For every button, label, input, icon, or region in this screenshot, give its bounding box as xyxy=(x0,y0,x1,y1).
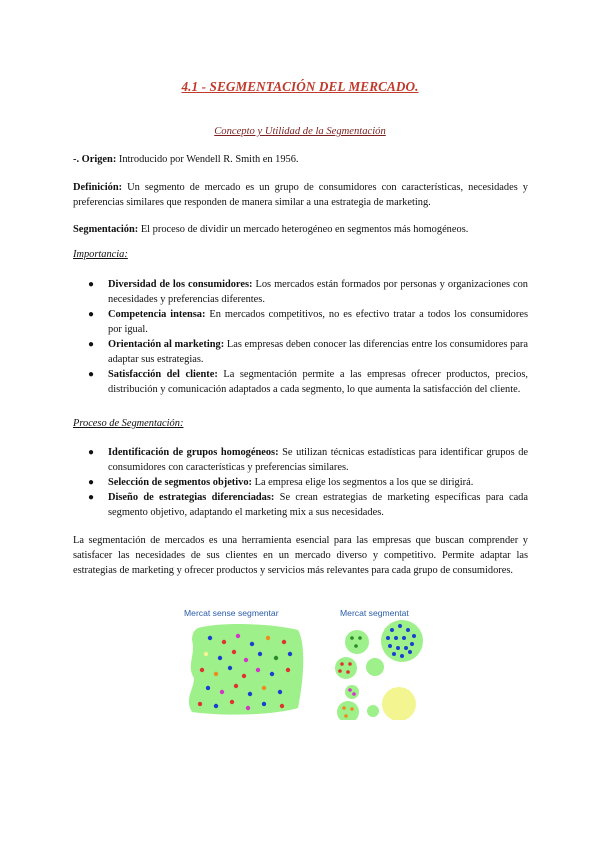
item-text: Se utilizan técnicas estadísticas para identificar grupos de consumidores con características y preferencias similares. xyxy=(108,447,529,473)
item-text: Las empresas deben conocer las diferencias entre los consumidores para adaptar sus estrategias. xyxy=(108,339,528,365)
item-label: Diversidad de los consumidores: xyxy=(108,279,253,290)
item-label: Satisfacción del cliente: xyxy=(108,369,218,380)
segmentacion-text: El proceso de dividir un mercado heterogéneo en segmentos más homogéneos. xyxy=(138,224,469,235)
bullet-icon: ● xyxy=(88,309,95,320)
proceso-list xyxy=(88,445,528,520)
bullet-icon: ● xyxy=(88,369,95,380)
bullet-icon: ● xyxy=(88,492,95,503)
item-label: Orientación al marketing: xyxy=(108,339,225,350)
item-text: En mercados competitivos, no es efectivo tratar a todos los consumidores por igual. xyxy=(108,309,528,335)
segmentation-illustration xyxy=(180,608,425,720)
segment-yellow xyxy=(382,687,416,720)
item-text: Los mercados están formados por personas y organizaciones con necesidades y preferencias diferentes. xyxy=(108,279,528,305)
definicion-text: Un segmento de mercado es un grupo de consumidores con características, necesidades y preferencias similares que responden de manera similar a una estrategia de marketing. xyxy=(73,182,528,208)
page-title: 4.1 - SEGMENTACIÓN DEL MERCADO. xyxy=(181,79,419,94)
list-item xyxy=(88,337,528,367)
origen-text: Introducido por Wendell R. Smith en 1956. xyxy=(116,154,299,165)
item-text: Se crean estrategias de marketing específicas para cada segmento objetivo, adaptando el marketing mix a sus necesidades. xyxy=(108,492,528,518)
importancia-list xyxy=(88,277,528,397)
segment-green-top xyxy=(345,630,369,654)
item-label: Diseño de estrategias diferenciadas: xyxy=(108,492,275,503)
bullet-icon: ● xyxy=(88,477,95,488)
segment-blue xyxy=(381,620,423,662)
section-subtitle: Concepto y Utilidad de la Segmentación xyxy=(214,126,386,137)
item-label: Identificación de grupos homogéneos: xyxy=(108,447,279,458)
segment-red xyxy=(335,657,357,679)
segmentacion-paragraph xyxy=(73,222,528,237)
segmented-label: Mercat segmentat xyxy=(340,608,409,618)
importancia-heading: Importancia: xyxy=(73,249,128,260)
definicion-label: Definición: xyxy=(73,182,123,193)
bullet-icon: ● xyxy=(88,339,95,350)
list-item xyxy=(88,490,528,520)
segment-small xyxy=(367,705,379,717)
item-label: Competencia intensa: xyxy=(108,309,206,320)
segment-green-mid xyxy=(366,658,384,676)
bullet-icon: ● xyxy=(88,279,95,290)
list-item xyxy=(88,307,528,337)
list-item xyxy=(88,277,528,307)
proceso-heading: Proceso de Segmentación: xyxy=(73,418,184,429)
segmentation-figure xyxy=(180,608,425,720)
origen-paragraph xyxy=(73,152,528,167)
segment-orange xyxy=(337,701,359,720)
item-text: La empresa elige los segmentos a los que se dirigirá. xyxy=(252,477,474,488)
segment-magenta xyxy=(345,685,359,699)
origen-label: -. Origen: xyxy=(73,154,117,165)
list-item xyxy=(88,367,528,397)
item-text: La segmentación permite a las empresas ofrecer productos, precios, distribución y comunicación adaptados a cada segmento, lo que aumenta la satisfacción del cliente. xyxy=(108,369,528,395)
item-label: Selección de segmentos objetivo: xyxy=(108,477,252,488)
list-item xyxy=(88,475,528,490)
segmentacion-label: Segmentación: xyxy=(73,224,139,235)
definicion-paragraph xyxy=(73,180,528,210)
conclusion-paragraph: La segmentación de mercados es una herramienta esencial para las empresas que buscan comprender y satisfacer las necesidades de sus clientes en un mercado diverso y competitivo. Permite adaptar las estrategias de marketing y ofrecer productos y servicios más relevantes para cada grupo de consumidores. xyxy=(73,535,528,576)
unsegmented-label: Mercat sense segmentar xyxy=(184,608,279,618)
list-item xyxy=(88,445,528,475)
bullet-icon: ● xyxy=(88,447,95,458)
